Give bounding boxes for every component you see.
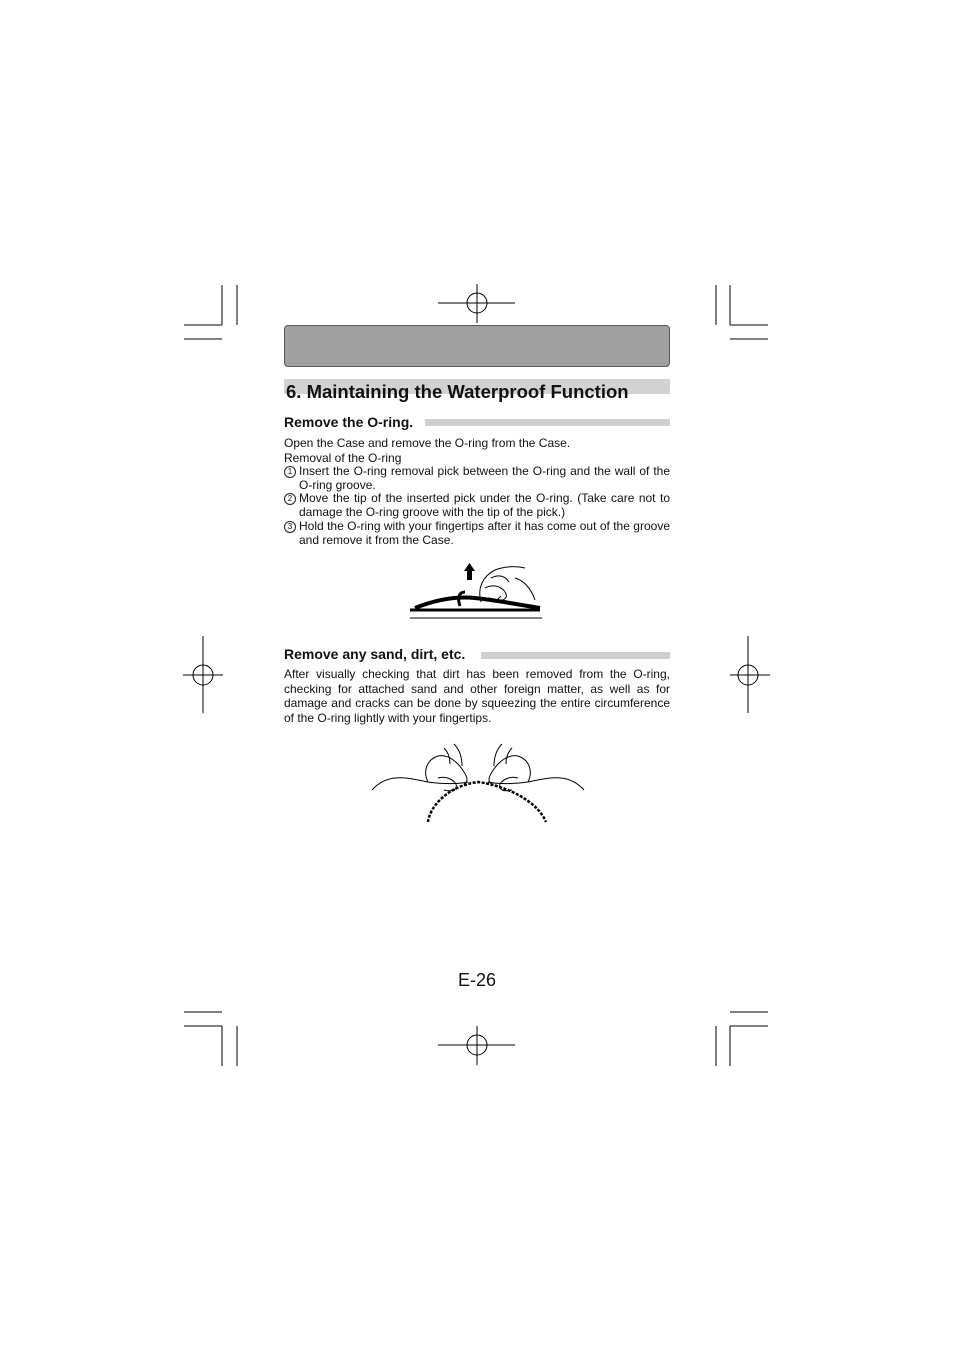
heading-bar [481, 652, 670, 659]
dirt-heading: Remove any sand, dirt, etc. [284, 646, 466, 662]
o-ring-heading: Remove the O-ring. [284, 414, 414, 430]
step-3 [284, 519, 670, 547]
step-1 [284, 464, 670, 492]
page-number: E-26 [458, 970, 497, 990]
step-2 [284, 491, 670, 519]
step-number: 1 [284, 466, 296, 478]
step-text: Hold the O-ring with your fingertips after it has come out of the groove and remove it from the Case. [299, 519, 670, 547]
o-ring-intro: Open the Case and remove the O-ring from the Case. [284, 436, 571, 450]
step-number: 2 [284, 493, 296, 505]
heading-bar [425, 419, 670, 426]
dirt-body: After visually checking that dirt has been removed from the O-ring, checking for attached sand and other foreign matter, as well as for damage and cracks can be done by squeezing the entire circumference of the O-ring lightly with your fingertips. [284, 667, 670, 725]
o-ring-subheading: Removal of the O-ring [284, 451, 402, 465]
o-ring-squeeze-illustration [368, 742, 588, 826]
step-number: 3 [284, 521, 296, 533]
o-ring-removal-illustration [405, 558, 545, 622]
section-title: 6. Maintaining the Waterproof Function [286, 381, 629, 402]
header-bar [284, 325, 670, 367]
step-text: Move the tip of the inserted pick under the O-ring. (Take care not to damage the O-ring groove with the tip of the pick.) [299, 491, 670, 519]
step-text: Insert the O-ring removal pick between the O-ring and the wall of the O-ring groove. [299, 464, 670, 492]
